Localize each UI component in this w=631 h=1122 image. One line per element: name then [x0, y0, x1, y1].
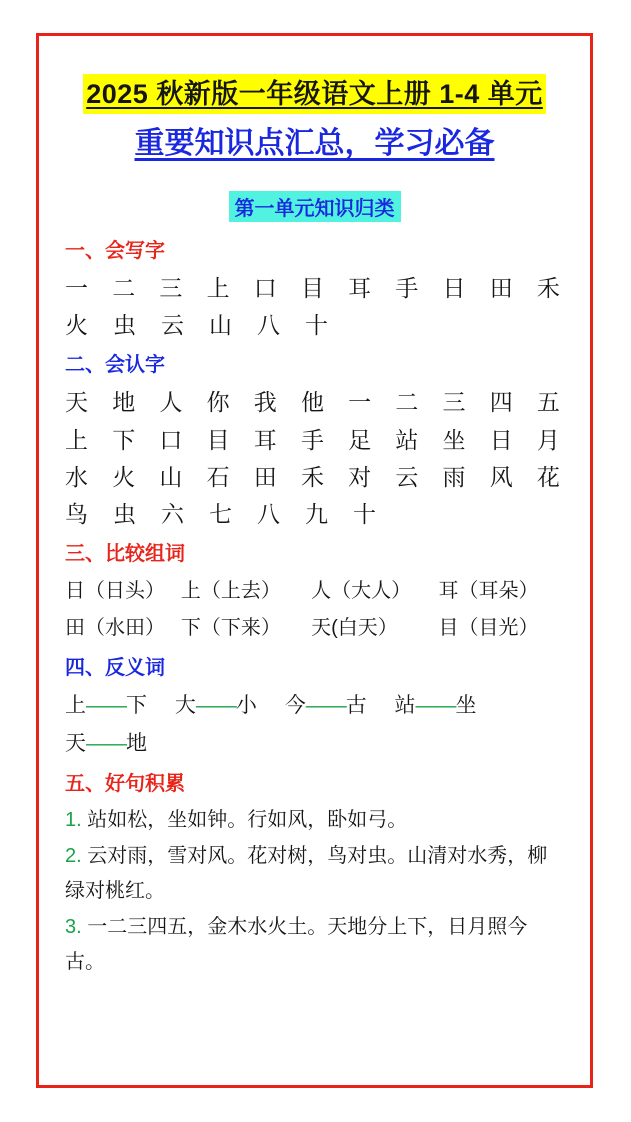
char: 火	[112, 463, 136, 490]
char: 雨	[442, 463, 466, 490]
char: 一	[348, 389, 372, 416]
char: 石	[206, 463, 230, 490]
char-row	[65, 307, 564, 344]
document-page	[36, 33, 593, 1088]
char: 足	[348, 426, 372, 453]
section-heading-sentences: 五、好句积累	[65, 773, 185, 796]
char: 一	[65, 274, 88, 301]
char: 天	[65, 389, 88, 416]
char: 日	[442, 274, 466, 301]
char-row	[65, 496, 564, 533]
char: 耳	[348, 274, 372, 301]
char: 你	[206, 389, 230, 416]
char: 下	[112, 426, 136, 453]
char: 花	[536, 463, 560, 490]
char: 站	[395, 426, 419, 453]
char: 上	[206, 274, 230, 301]
char: 耳	[253, 426, 277, 453]
char: 坐	[442, 426, 466, 453]
char: 他	[300, 389, 324, 416]
sentence-text: 云对雨，雪对风。花对树，鸟对虫。山清对水秀，柳绿对桃红。	[65, 845, 548, 902]
word-group: 耳（耳朵）	[438, 580, 539, 603]
char: 山	[209, 312, 232, 339]
section-heading-write: 一、会写字	[65, 239, 165, 262]
section-heading-recognize: 二、会认字	[65, 354, 165, 377]
char: 禾	[300, 463, 324, 490]
char: 十	[305, 312, 328, 339]
document-body	[39, 36, 590, 989]
section-heading-compare-words: 三、比较组词	[65, 543, 185, 566]
char: 目	[300, 274, 324, 301]
sentence-text: 站如松，坐如钟。行如风，卧如弓。	[87, 809, 408, 832]
char: 虫	[113, 312, 136, 339]
page-title-line2: 重要知识点汇总，学习必备	[134, 127, 495, 161]
char: 田	[489, 274, 513, 301]
sentence-number: 1.	[65, 809, 82, 832]
sentence-number: 2.	[65, 845, 82, 868]
char-row	[65, 422, 564, 459]
char: 月	[536, 426, 560, 453]
char: 三	[442, 389, 466, 416]
sentence-item	[65, 910, 564, 979]
word-group: 上（上去）	[180, 580, 281, 603]
char: 二	[112, 274, 136, 301]
char: 水	[65, 463, 88, 490]
char: 云	[395, 463, 419, 490]
char: 田	[253, 463, 277, 490]
main-title-row	[65, 74, 564, 114]
char: 九	[305, 501, 328, 528]
char: 口	[253, 274, 277, 301]
char: 风	[489, 463, 513, 490]
sentence-text: 一二三四五，金木水火土。天地分上下，日月照今古。	[65, 916, 528, 973]
char: 四	[489, 389, 513, 416]
antonym-pair: 大——小	[174, 694, 257, 718]
antonym-pair: 天——地	[65, 732, 147, 756]
char: 上	[65, 426, 88, 453]
char: 七	[209, 501, 232, 528]
char: 虫	[113, 501, 136, 528]
word-group: 下（下来）	[180, 617, 281, 640]
word-group: 天(白天）	[311, 617, 398, 640]
subtitle-row	[65, 124, 564, 165]
char: 目	[206, 426, 230, 453]
word-group: 田（水田）	[65, 617, 165, 640]
antonym-pair: 站——坐	[394, 694, 477, 718]
page-title-line1: 2025 秋新版一年级语文上册 1-4 单元	[83, 74, 546, 114]
char: 日	[489, 426, 513, 453]
char-row	[65, 270, 564, 307]
char: 云	[161, 312, 184, 339]
char: 人	[159, 389, 183, 416]
unit-heading: 第一单元知识归类	[229, 191, 401, 222]
section-heading-antonyms: 四、反义词	[65, 657, 165, 680]
char: 对	[348, 463, 372, 490]
sentence-item	[65, 839, 564, 908]
antonym-pair: 今——古	[284, 694, 367, 718]
word-group: 人（大人）	[311, 580, 412, 603]
char: 五	[536, 389, 560, 416]
antonym-pair: 上——下	[65, 694, 147, 718]
word-group-row	[65, 573, 564, 610]
char: 十	[353, 501, 376, 528]
char: 二	[395, 389, 419, 416]
char: 手	[395, 274, 419, 301]
word-group: 日（日头）	[65, 580, 165, 603]
sentence-number: 3.	[65, 916, 82, 939]
char: 我	[253, 389, 277, 416]
unit-heading-row	[65, 191, 564, 222]
char-row	[65, 459, 564, 496]
word-group-row	[65, 610, 564, 647]
antonym-row	[65, 725, 564, 763]
char: 地	[112, 389, 136, 416]
char: 三	[159, 274, 183, 301]
char: 八	[257, 501, 280, 528]
sentence-item	[65, 803, 564, 837]
word-group: 目（目光）	[438, 617, 539, 640]
char: 火	[65, 312, 88, 339]
char: 八	[257, 312, 280, 339]
char: 手	[300, 426, 324, 453]
char: 鸟	[65, 501, 88, 528]
char-row	[65, 384, 564, 421]
antonym-row	[65, 687, 564, 725]
char: 山	[159, 463, 183, 490]
char: 口	[159, 426, 183, 453]
char: 禾	[536, 274, 560, 301]
char: 六	[161, 501, 184, 528]
